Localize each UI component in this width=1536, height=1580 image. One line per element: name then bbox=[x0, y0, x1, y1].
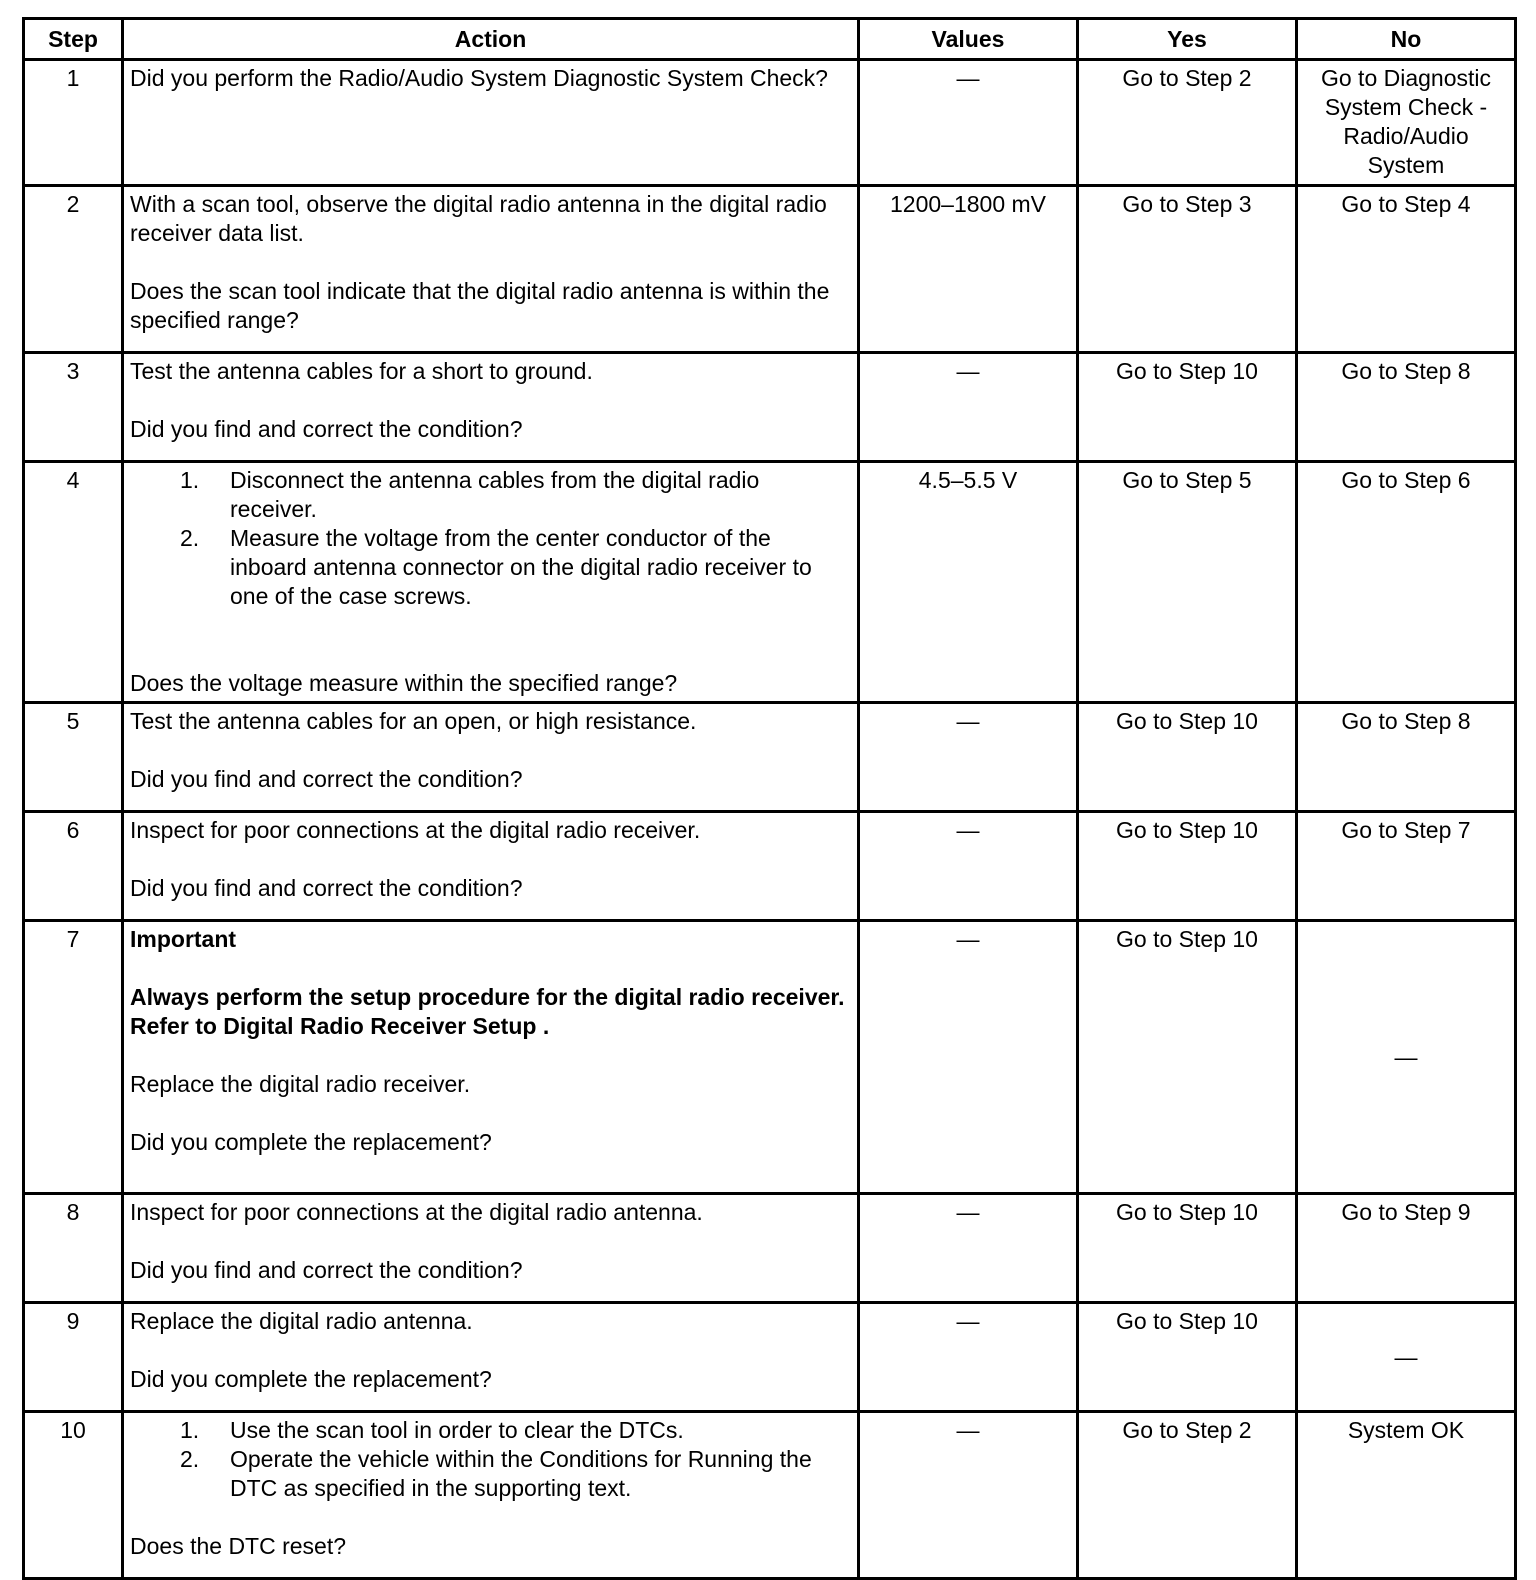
step-number: 5 bbox=[24, 703, 123, 812]
list-text: Use the scan tool in order to clear the DTCs. bbox=[230, 1417, 684, 1443]
step-number: 1 bbox=[24, 60, 123, 186]
list-item bbox=[130, 524, 851, 611]
step-number: 9 bbox=[24, 1303, 123, 1412]
action-list bbox=[130, 1416, 851, 1503]
action-question: Did you find and correct the condition? bbox=[130, 1257, 523, 1283]
step-number: 7 bbox=[24, 921, 123, 1194]
action-text: Did you perform the Radio/Audio System Diagnostic System Check? bbox=[130, 65, 828, 91]
header-action: Action bbox=[123, 19, 859, 60]
list-text: Measure the voltage from the center conductor of the inboard antenna connector on the digital radio receiver to one of the case screws. bbox=[230, 525, 812, 609]
action-question: Did you find and correct the condition? bbox=[130, 766, 523, 792]
table-row bbox=[24, 60, 1516, 186]
yes-cell: Go to Step 10 bbox=[1078, 703, 1297, 812]
action-cell bbox=[123, 1412, 859, 1579]
values-cell: — bbox=[859, 812, 1078, 921]
yes-cell: Go to Step 10 bbox=[1078, 1194, 1297, 1303]
header-step: Step bbox=[24, 19, 123, 60]
list-text: Disconnect the antenna cables from the digital radio receiver. bbox=[230, 467, 760, 522]
action-cell bbox=[123, 703, 859, 812]
action-text: Test the antenna cables for a short to ground. bbox=[130, 358, 593, 384]
step-number: 4 bbox=[24, 462, 123, 703]
list-item bbox=[130, 1445, 851, 1503]
action-cell bbox=[123, 60, 859, 186]
table-row bbox=[24, 353, 1516, 462]
action-list bbox=[130, 466, 851, 611]
values-cell: — bbox=[859, 353, 1078, 462]
table-row bbox=[24, 921, 1516, 1194]
action-text: Replace the digital radio antenna. bbox=[130, 1308, 473, 1334]
yes-cell: Go to Step 10 bbox=[1078, 812, 1297, 921]
table-header-row bbox=[24, 19, 1516, 60]
list-item bbox=[130, 466, 851, 524]
step-number: 3 bbox=[24, 353, 123, 462]
action-cell bbox=[123, 812, 859, 921]
header-no: No bbox=[1297, 19, 1516, 60]
yes-cell: Go to Step 3 bbox=[1078, 186, 1297, 353]
important-note: Always perform the setup procedure for the digital radio receiver. Refer to Digital Radio Receiver Setup . bbox=[130, 984, 845, 1039]
step-number: 8 bbox=[24, 1194, 123, 1303]
yes-cell: Go to Step 5 bbox=[1078, 462, 1297, 703]
list-item bbox=[130, 1416, 851, 1445]
no-cell: — bbox=[1297, 1303, 1516, 1412]
action-question: Did you find and correct the condition? bbox=[130, 416, 523, 442]
table-row bbox=[24, 812, 1516, 921]
diagnostic-table bbox=[22, 17, 1517, 1580]
yes-cell: Go to Step 2 bbox=[1078, 60, 1297, 186]
step-number: 2 bbox=[24, 186, 123, 353]
yes-cell: Go to Step 10 bbox=[1078, 353, 1297, 462]
table-row bbox=[24, 1303, 1516, 1412]
action-question: Does the DTC reset? bbox=[130, 1533, 347, 1559]
header-yes: Yes bbox=[1078, 19, 1297, 60]
no-cell: — bbox=[1297, 921, 1516, 1194]
step-number: 6 bbox=[24, 812, 123, 921]
action-question: Did you complete the replacement? bbox=[130, 1129, 492, 1155]
no-cell: Go to Step 8 bbox=[1297, 703, 1516, 812]
no-cell: Go to Step 4 bbox=[1297, 186, 1516, 353]
no-cell: Go to Diagnostic System Check - Radio/Audio System bbox=[1297, 60, 1516, 186]
action-cell bbox=[123, 1194, 859, 1303]
action-cell bbox=[123, 353, 859, 462]
values-cell: 4.5–5.5 V bbox=[859, 462, 1078, 703]
no-cell: Go to Step 7 bbox=[1297, 812, 1516, 921]
no-cell: Go to Step 9 bbox=[1297, 1194, 1516, 1303]
no-cell: Go to Step 8 bbox=[1297, 353, 1516, 462]
yes-cell: Go to Step 2 bbox=[1078, 1412, 1297, 1579]
table-row bbox=[24, 1412, 1516, 1579]
action-text: Test the antenna cables for an open, or high resistance. bbox=[130, 708, 697, 734]
values-cell: — bbox=[859, 60, 1078, 186]
action-question: Does the voltage measure within the specified range? bbox=[130, 670, 678, 696]
values-cell: — bbox=[859, 1194, 1078, 1303]
action-cell bbox=[123, 921, 859, 1194]
action-text: Inspect for poor connections at the digital radio antenna. bbox=[130, 1199, 703, 1225]
no-cell: System OK bbox=[1297, 1412, 1516, 1579]
values-cell: — bbox=[859, 703, 1078, 812]
action-cell bbox=[123, 462, 859, 703]
action-question: Did you complete the replacement? bbox=[130, 1366, 492, 1392]
important-label: Important bbox=[130, 926, 237, 952]
action-text: Inspect for poor connections at the digital radio receiver. bbox=[130, 817, 701, 843]
step-number: 10 bbox=[24, 1412, 123, 1579]
values-cell: — bbox=[859, 1303, 1078, 1412]
yes-cell: Go to Step 10 bbox=[1078, 1303, 1297, 1412]
action-question: Did you find and correct the condition? bbox=[130, 875, 523, 901]
action-cell bbox=[123, 1303, 859, 1412]
values-cell: — bbox=[859, 921, 1078, 1194]
list-number: 2. bbox=[180, 1446, 200, 1472]
header-values: Values bbox=[859, 19, 1078, 60]
action-text: With a scan tool, observe the digital radio antenna in the digital radio receiver data list. bbox=[130, 191, 827, 246]
table-row bbox=[24, 703, 1516, 812]
list-text: Operate the vehicle within the Conditions for Running the DTC as specified in the supporting text. bbox=[230, 1446, 812, 1501]
yes-cell: Go to Step 10 bbox=[1078, 921, 1297, 1194]
action-text: Replace the digital radio receiver. bbox=[130, 1071, 471, 1097]
values-cell: 1200–1800 mV bbox=[859, 186, 1078, 353]
table-row bbox=[24, 1194, 1516, 1303]
table-row bbox=[24, 186, 1516, 353]
no-cell: Go to Step 6 bbox=[1297, 462, 1516, 703]
list-number: 1. bbox=[180, 467, 200, 493]
values-cell: — bbox=[859, 1412, 1078, 1579]
action-question: Does the scan tool indicate that the digital radio antenna is within the specified range? bbox=[130, 278, 830, 333]
list-number: 1. bbox=[180, 1417, 200, 1443]
action-cell bbox=[123, 186, 859, 353]
table-row bbox=[24, 462, 1516, 703]
list-number: 2. bbox=[180, 525, 200, 551]
